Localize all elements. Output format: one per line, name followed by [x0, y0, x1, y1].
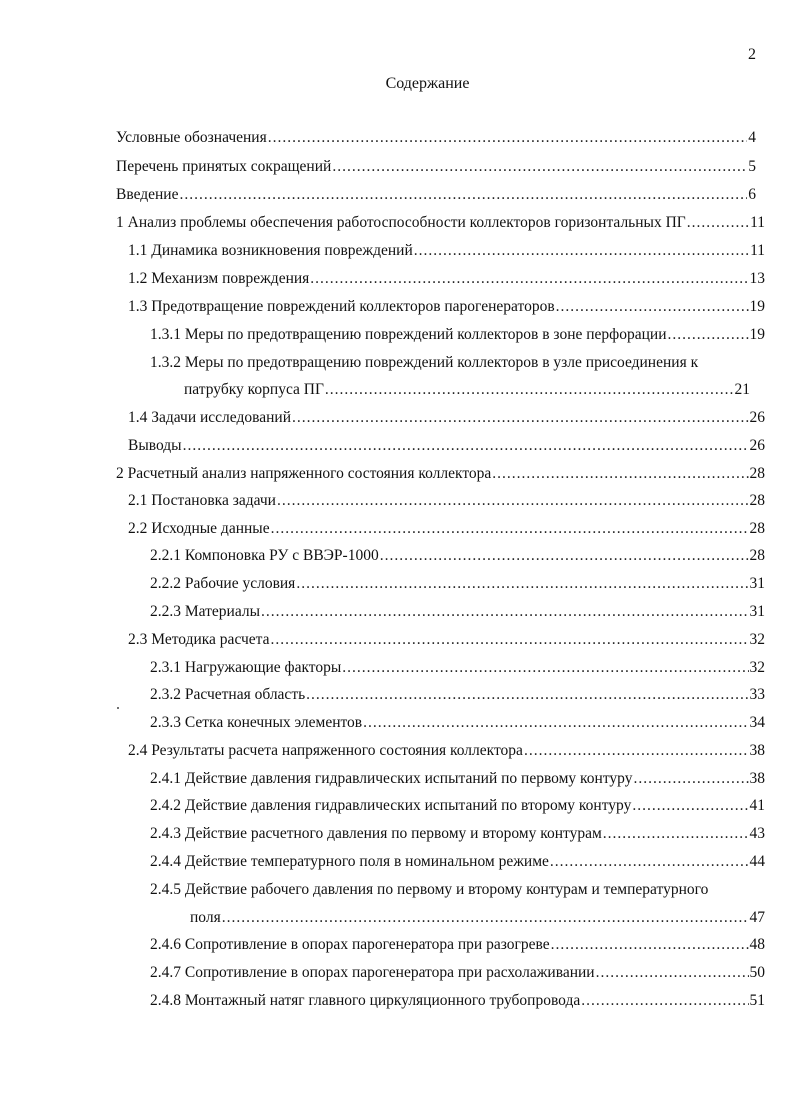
toc-entry[interactable]: [150, 684, 765, 706]
toc-entry[interactable]: [150, 657, 765, 679]
toc-entry-page: 50: [749, 964, 765, 981]
toc-entry-label: 2.3.1 Нагружающие факторы: [150, 659, 342, 676]
toc-entry-page: 11: [750, 242, 765, 259]
toc-entry[interactable]: [150, 712, 765, 734]
toc-entry[interactable]: [150, 768, 765, 790]
toc-entry-page: 32: [749, 659, 765, 676]
toc-entry-label: 1.3.1 Меры по предотвращению повреждений коллекторов в зоне перфорации: [150, 326, 667, 343]
toc-entry[interactable]: [150, 795, 765, 817]
toc-entry-page: 28: [749, 520, 765, 537]
toc-entry-label: 2.2.1 Компоновка РУ с ВВЭР-1000: [150, 547, 379, 564]
toc-entry-label: 2.4.8 Монтажный натяг главного циркуляционного трубопровода: [150, 992, 581, 1009]
toc-entry-page: 19: [749, 326, 765, 343]
toc-entry-first-line[interactable]: [150, 352, 765, 374]
toc-entry[interactable]: [128, 518, 765, 540]
toc-entry[interactable]: [150, 823, 765, 845]
toc-entry[interactable]: [116, 212, 765, 234]
toc-entry-page: 26: [749, 409, 765, 426]
toc-entry-label: 1.3.2 Меры по предотвращению повреждений коллекторов в узле присоединения к: [150, 354, 699, 371]
toc-entry[interactable]: [128, 490, 765, 512]
toc-entry-label: 1.4 Задачи исследований: [128, 409, 291, 426]
toc-entry-label: 2.3 Методика расчета: [128, 631, 270, 648]
toc-entry[interactable]: [116, 156, 756, 178]
toc-entry-label: Условные обозначения: [116, 129, 267, 146]
toc-entry-first-line[interactable]: [150, 879, 765, 901]
toc-entry[interactable]: [128, 740, 765, 762]
toc-entry-page: 6: [748, 186, 756, 203]
toc-entry[interactable]: [150, 851, 765, 873]
toc-entry-label: Введение: [116, 186, 179, 203]
toc-entry[interactable]: [128, 240, 765, 262]
scan-speck: [117, 707, 119, 709]
toc-entry-page: 32: [749, 631, 765, 648]
toc-entry-label: 2.1 Постановка задачи: [128, 492, 276, 509]
page-number: 2: [748, 46, 756, 63]
toc-entry-page: 38: [749, 770, 765, 787]
page-title: Содержание: [385, 75, 470, 92]
toc-entry[interactable]: [150, 601, 765, 623]
toc-entry-page: 21: [734, 381, 750, 398]
toc-entry[interactable]: [150, 324, 765, 346]
toc-entry-label-continued: патрубку корпуса ПГ: [184, 381, 324, 398]
toc-entry-label: 2.4.7 Сопротивление в опорах парогенератора при расхолаживании: [150, 964, 595, 981]
toc-entry-page: 31: [749, 575, 765, 592]
toc-entry-label: 2.4.6 Сопротивление в опорах парогенератора при разогреве: [150, 936, 550, 953]
toc-entry[interactable]: [128, 407, 765, 429]
toc-entry[interactable]: [128, 629, 765, 651]
toc-entry[interactable]: [150, 545, 765, 567]
toc-entry-label-continued: поля: [190, 909, 221, 926]
toc-entry-label: Выводы: [128, 437, 182, 454]
toc-entry-label: 2.2.3 Материалы: [150, 603, 260, 620]
toc-entry[interactable]: [116, 127, 756, 149]
toc-entry-label: 2.3.3 Сетка конечных элементов: [150, 714, 363, 731]
toc-entry-label: 2.2 Исходные данные: [128, 520, 270, 537]
toc-entry-page: 47: [749, 909, 765, 926]
toc-entry-label: 2.4.1 Действие давления гидравлических испытаний по первому контуру: [150, 770, 633, 787]
toc-entry-page: 43: [749, 825, 765, 842]
toc-entry[interactable]: [128, 268, 765, 290]
toc-entry-label: 1.2 Механизм повреждения: [128, 270, 310, 287]
toc-entry-label: 2.2.2 Рабочие условия: [150, 575, 296, 592]
toc-entry-label: 2.4 Результаты расчета напряженного состояния коллектора: [128, 742, 523, 759]
toc-entry-page: 28: [749, 492, 765, 509]
toc-entry-page: 5: [748, 158, 756, 175]
toc-entry-label: 2.4.2 Действие давления гидравлических испытаний по второму контуру: [150, 797, 632, 814]
toc-entry-page: 48: [749, 936, 765, 953]
toc-entry-page: 28: [749, 547, 765, 564]
toc-entry[interactable]: [128, 435, 765, 457]
toc-entry-page: 31: [749, 603, 765, 620]
toc-entry[interactable]: [128, 296, 765, 318]
toc-entry-page: 13: [749, 270, 765, 287]
toc-entry-continuation[interactable]: [190, 907, 765, 929]
toc-entry-label: 2.3.2 Расчетная область: [150, 686, 306, 703]
toc-entry-continuation[interactable]: [184, 379, 750, 401]
toc-entry-page: 28: [749, 465, 765, 482]
toc-entry[interactable]: [150, 573, 765, 595]
toc-entry-label: 2.4.5 Действие рабочего давления по первому и второму контурам и температурного: [150, 881, 709, 898]
toc-entry[interactable]: [150, 934, 765, 956]
toc-entry-page: 51: [749, 992, 765, 1009]
toc-entry-page: 19: [749, 298, 765, 315]
toc-entry-page: 44: [749, 853, 765, 870]
toc-entry-page: 34: [749, 714, 765, 731]
toc-entry-page: 4: [748, 129, 756, 146]
toc-entry-page: 33: [749, 686, 765, 703]
toc-entry-label: 2.4.3 Действие расчетного давления по первому и второму контурам: [150, 825, 602, 842]
toc-entry-page: 26: [749, 437, 765, 454]
toc-entry[interactable]: [116, 463, 765, 485]
toc-entry-page: 11: [750, 214, 765, 231]
toc-entry-label: 1.3 Предотвращение повреждений коллекторов парогенераторов: [128, 298, 555, 315]
toc-entry-label: 1 Анализ проблемы обеспечения работоспособности коллекторов горизонтальных ПГ: [116, 214, 686, 231]
toc-entry[interactable]: [150, 990, 765, 1012]
toc-entry-page: 41: [749, 797, 765, 814]
toc-entry-page: 38: [749, 742, 765, 759]
toc-entry-label: 2 Расчетный анализ напряженного состояния коллектора: [116, 465, 492, 482]
toc-entry-label: 1.1 Динамика возникновения повреждений: [128, 242, 413, 259]
toc-entry[interactable]: [116, 184, 756, 206]
toc-entry[interactable]: [150, 962, 765, 984]
toc-entry-label: 2.4.4 Действие температурного поля в номинальном режиме: [150, 853, 549, 870]
toc-entry-label: Перечень принятых сокращений: [116, 158, 332, 175]
